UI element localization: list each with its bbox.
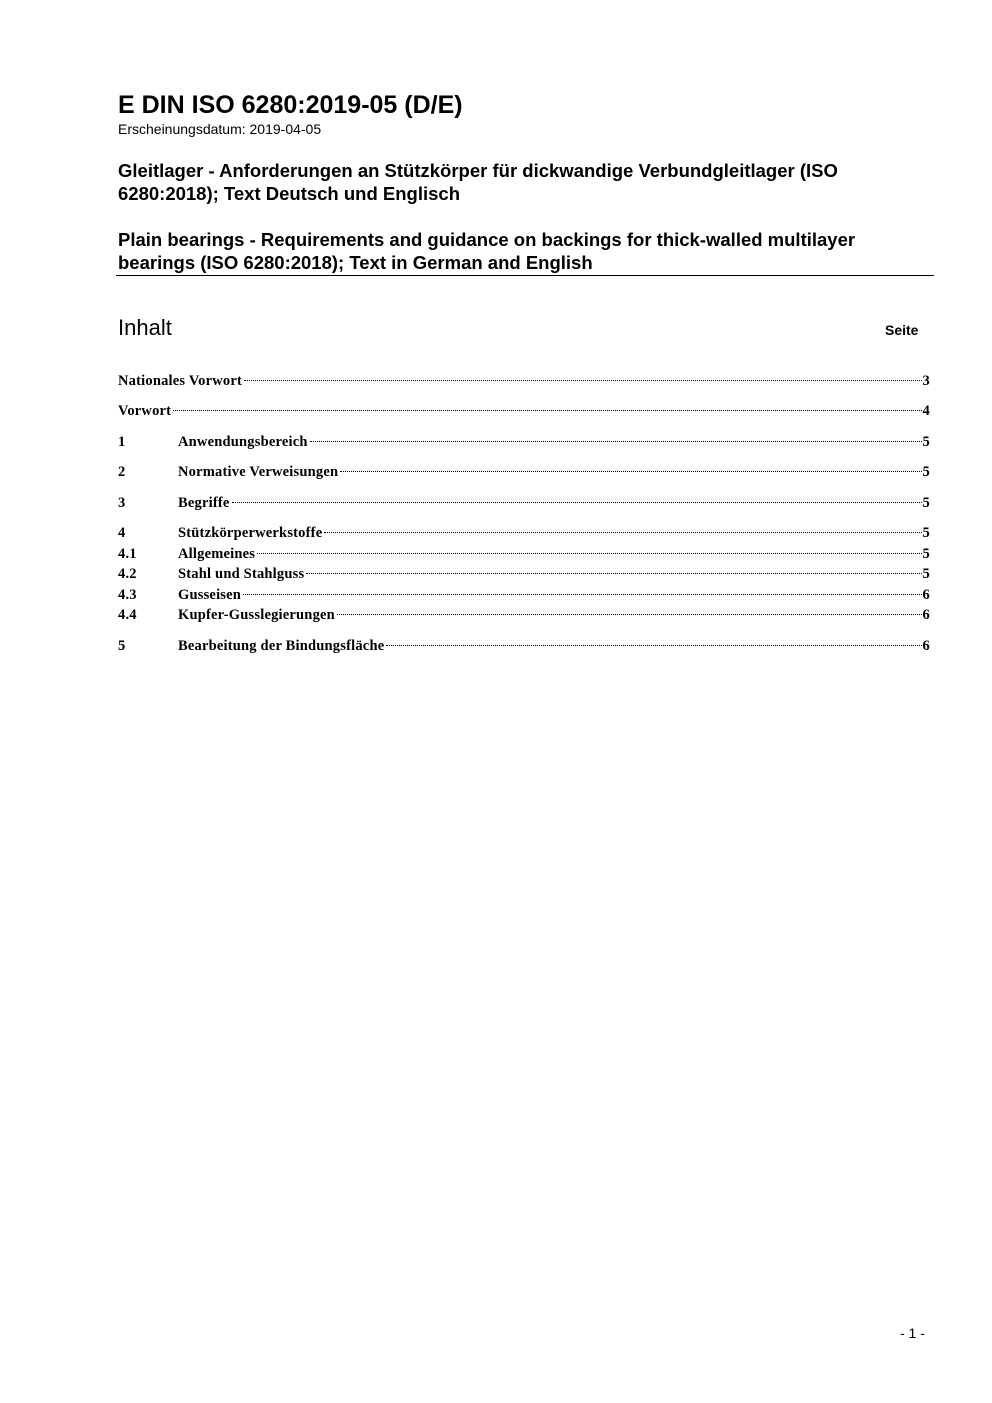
toc-entry-label: Gusseisen bbox=[178, 587, 242, 603]
toc-entry-page: 5 bbox=[922, 525, 930, 541]
toc-entry-label: Allgemeines bbox=[178, 546, 256, 562]
toc-entry-number: 4 bbox=[118, 525, 126, 541]
toc-entry-label: Stahl und Stahlguss bbox=[178, 566, 305, 582]
toc-dot-leader bbox=[337, 614, 922, 615]
toc-entry-number: 4.3 bbox=[118, 587, 137, 603]
toc-entry-page: 6 bbox=[922, 607, 930, 623]
toc-entry-page: 5 bbox=[922, 434, 930, 450]
publication-date: Erscheinungsdatum: 2019-04-05 bbox=[118, 121, 322, 137]
toc-heading: Inhalt bbox=[118, 315, 172, 340]
toc-dot-leader bbox=[257, 553, 921, 554]
toc-dot-leader bbox=[306, 573, 921, 574]
toc-dot-leader bbox=[386, 645, 921, 646]
toc-entry[interactable] bbox=[118, 493, 930, 513]
toc-dot-leader bbox=[232, 502, 922, 503]
toc-entry-page: 4 bbox=[922, 403, 930, 419]
toc-entry[interactable] bbox=[118, 371, 930, 391]
toc-dot-leader bbox=[173, 410, 921, 411]
toc-entry-label: Kupfer-Gusslegierungen bbox=[178, 607, 335, 623]
toc-dot-leader bbox=[324, 532, 921, 533]
toc-entry-number: 4.4 bbox=[118, 607, 137, 623]
toc-entry-page: 5 bbox=[922, 464, 930, 480]
toc-entry[interactable] bbox=[118, 636, 930, 656]
toc-dot-leader bbox=[310, 441, 922, 442]
toc-entry-label: Vorwort bbox=[118, 403, 172, 419]
toc-page-column-label: Seite bbox=[885, 322, 919, 338]
toc-entry[interactable] bbox=[118, 605, 930, 625]
toc-entry[interactable] bbox=[118, 523, 930, 543]
toc-entry-label: Begriffe bbox=[178, 495, 230, 511]
toc-entry-page: 5 bbox=[922, 546, 930, 562]
toc-entry-page: 5 bbox=[922, 566, 930, 582]
page-number: - 1 - bbox=[900, 1325, 925, 1341]
toc-entry-page: 5 bbox=[922, 495, 930, 511]
title-english: Plain bearings - Requirements and guidance on backings for thick-walled multilayer bearings (ISO 6280:2018); Text in German and English bbox=[118, 229, 856, 273]
title-german: Gleitlager - Anforderungen an Stützkörper für dickwandige Verbundgleitlager (ISO 6280:2018); Text Deutsch und Englisch bbox=[118, 160, 838, 204]
toc-dot-leader bbox=[244, 380, 922, 381]
document-number: E DIN ISO 6280:2019-05 (D/E) bbox=[118, 91, 463, 119]
toc-entry[interactable] bbox=[118, 585, 930, 605]
toc-entry-label: Normative Verweisungen bbox=[178, 464, 339, 480]
toc-entry-label: Bearbeitung der Bindungsfläche bbox=[178, 638, 385, 654]
toc-entry-label: Stützkörperwerkstoffe bbox=[178, 525, 323, 541]
toc-entry-number: 4.1 bbox=[118, 546, 137, 562]
toc-entry-label: Anwendungsbereich bbox=[178, 434, 308, 450]
toc-dot-leader bbox=[340, 471, 921, 472]
toc-entry-number: 5 bbox=[118, 638, 126, 654]
toc-entry-page: 6 bbox=[922, 638, 930, 654]
toc-entry[interactable] bbox=[118, 544, 930, 564]
toc-entry-page: 3 bbox=[922, 373, 930, 389]
toc-entry[interactable] bbox=[118, 432, 930, 452]
toc-entry[interactable] bbox=[118, 462, 930, 482]
toc-entry-page: 6 bbox=[922, 587, 930, 603]
toc-entry-number: 3 bbox=[118, 495, 126, 511]
toc-entry[interactable] bbox=[118, 401, 930, 421]
toc-dot-leader bbox=[243, 594, 922, 595]
toc-entry-number: 2 bbox=[118, 464, 126, 480]
toc-entry[interactable] bbox=[118, 564, 930, 584]
header-divider bbox=[116, 275, 934, 276]
toc-entry-number: 1 bbox=[118, 434, 126, 450]
toc-entry-number: 4.2 bbox=[118, 566, 137, 582]
toc-entry-label: Nationales Vorwort bbox=[118, 373, 243, 389]
